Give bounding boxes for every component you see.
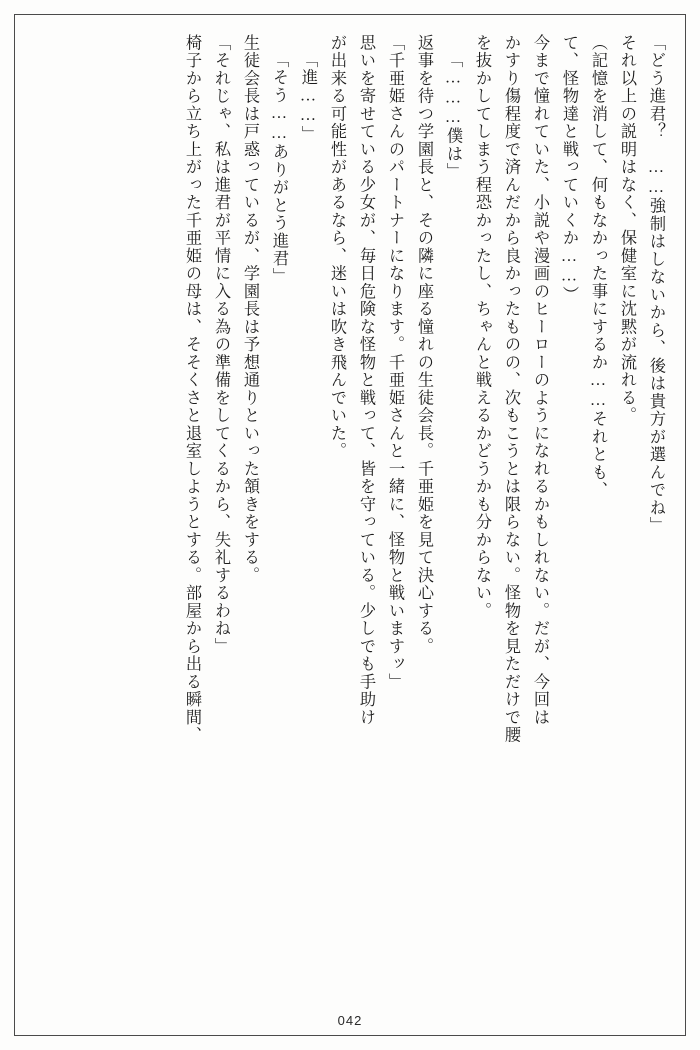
text-line: 「進……」 xyxy=(299,51,317,144)
text-line: 生徒会長は戸惑っているが、学園長は予想通りといった頷きをする。 xyxy=(241,34,259,585)
text-line: が出来る可能性があるなら、迷いは吹き飛んでいた。 xyxy=(328,34,346,460)
text-line: 「どう進君？ ……強制はしないから、後は貴方が選んでね」 xyxy=(647,34,665,535)
text-line: 「それじゃ、私は進君が平情に入る為の準備をしてくるから、失礼するわね」 xyxy=(212,34,230,656)
text-line: かすり傷程度で済んだから良かったものの、次もこうとは限らない。怪物を見ただけで腰 xyxy=(502,34,520,744)
text-line: を抜かしてしまう程恐かったし、ちゃんと戦えるかどうかも分からない。 xyxy=(473,34,491,620)
vertical-text-body xyxy=(36,34,664,988)
text-line: 「千亜姫さんのパートナーになります。千亜姫さんと一緒に、怪物と戦いますッ」 xyxy=(386,34,404,691)
text-line: 思いを寄せている少女が、毎日危険な怪物と戦って、皆を守っている。少しでも手助け xyxy=(357,34,375,727)
text-line: （記憶を消して、何もなかった事にするか……それとも、 xyxy=(589,34,607,500)
text-line: 椅子から立ち上がった千亜姫の母は、そそくさと退室しようとする。部屋から出る瞬間、 xyxy=(183,34,201,744)
text-line: 「………僕は」 xyxy=(444,51,462,181)
text-line: て、怪物達と戦っていくか……） xyxy=(560,34,578,304)
text-line: 今まで憧れていた、小説や漫画のヒーローのようになれるかもしれない。だが、今回は xyxy=(531,34,549,727)
text-line: 返事を待つ学園長と、その隣に座る憧れの生徒会長。千亜姫を見て決心する。 xyxy=(415,34,433,656)
page-number: 042 xyxy=(337,1013,363,1028)
text-line: 「そう……ありがとう進君」 xyxy=(270,51,288,286)
text-line: それ以上の説明はなく、保健室に沈黙が流れる。 xyxy=(618,34,636,425)
